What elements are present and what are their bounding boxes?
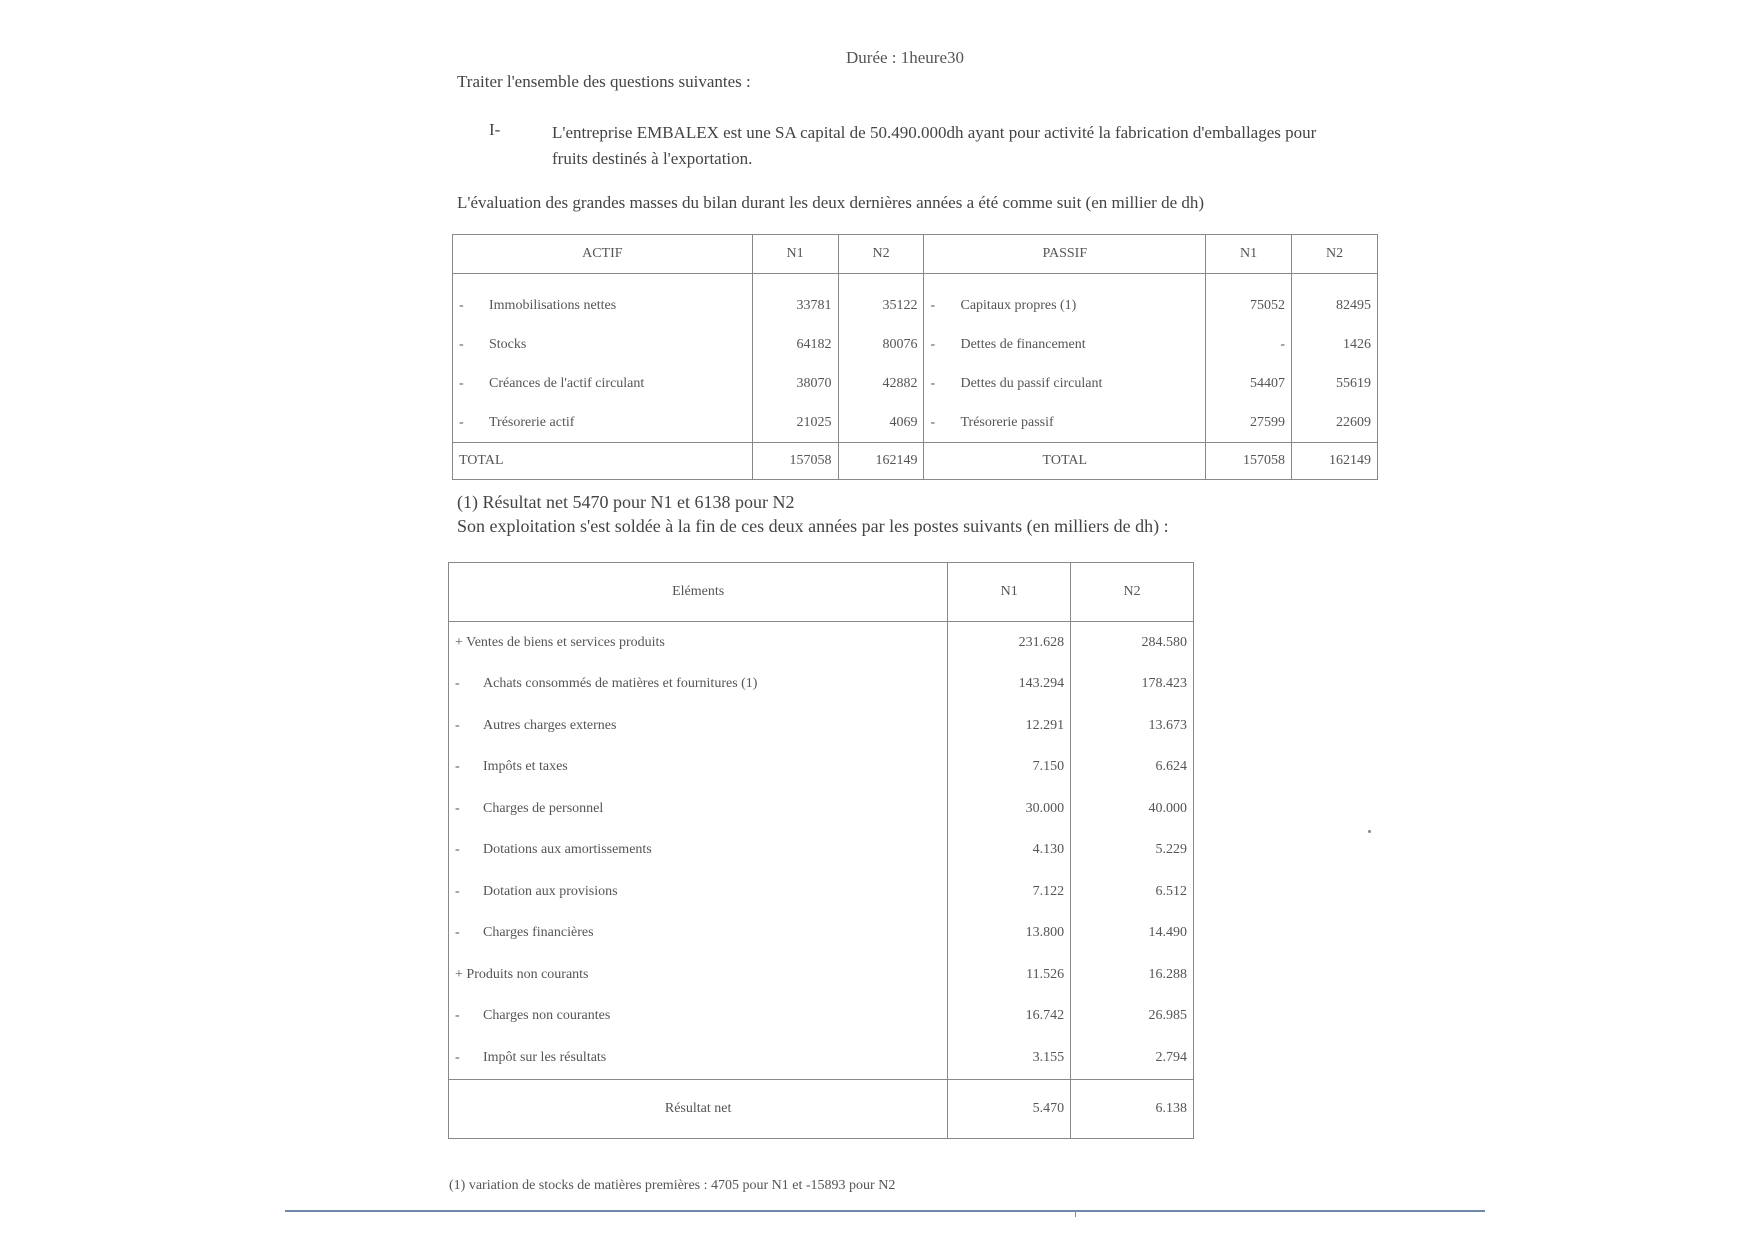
value-n1: 3.155 [948,1037,1071,1079]
value-n1: 143.294 [948,664,1071,706]
actif-label: Immobilisations nettes [489,297,617,313]
table-row: - Charges non courantes 16.742 26.985 [449,996,1194,1038]
element-label: Autres charges externes [483,717,617,733]
result-row [449,1079,1194,1138]
total-actif-n1: 157058 [752,443,838,480]
total-passif-label: TOTAL [924,443,1206,480]
passif-n1: 54407 [1206,364,1292,403]
passif-n1: 75052 [1206,274,1292,326]
col-n1: N1 [752,235,838,274]
value-n2: 6.512 [1071,871,1194,913]
question-number: I- [489,120,501,139]
scan-speck [1368,830,1371,833]
passif-n2: 1426 [1292,325,1378,364]
result-n1: 5.470 [948,1079,1071,1138]
question-text: L'entreprise EMBALEX est une SA capital de 50.490.000dh ayant pour activité la fabrication d'emballages pour fruits destinés à l'exportation. [552,123,1317,168]
table-row: - Trésorerie actif 21025 4069 - Trésorerie passif 27599 22609 [453,403,1378,443]
table-row: + Produits non courants 11.526 16.288 [449,954,1194,996]
table-row: - Charges de personnel 30.000 40.000 [449,788,1194,830]
table-row: - Charges financières 13.800 14.490 [449,913,1194,955]
total-label: TOTAL [453,443,753,480]
passif-label: Dettes du passif circulant [960,375,1103,391]
table-row: - Immobilisations nettes 33781 35122 - Capitaux propres (1) 75052 82495 [453,274,1378,326]
element-label: Produits non courants [466,966,589,982]
value-n2: 14.490 [1071,913,1194,955]
element-label: Charges de personnel [483,800,604,816]
actif-label: Créances de l'actif circulant [489,375,645,391]
duration: Durée : 1heure30 [846,48,965,67]
passif-label: Trésorerie passif [960,414,1054,430]
actif-label: Trésorerie actif [489,414,575,430]
col-elements: Eléments [449,563,948,622]
footnote-stocks: (1) variation de stocks de matières premières : 4705 pour N1 et -15893 pour N2 [449,1178,896,1193]
table-row: - Autres charges externes 12.291 13.673 [449,705,1194,747]
exploitation-text: Son exploitation s'est soldée à la fin de ces deux années par les postes suivants (en milliers de dh) : [457,516,1169,536]
value-n2: 26.985 [1071,996,1194,1038]
passif-n1: - [1206,325,1292,364]
table-row: - Impôt sur les résultats 3.155 2.794 [449,1037,1194,1079]
value-n2: 13.673 [1071,705,1194,747]
evaluation-text: L'évaluation des grandes masses du bilan durant les deux dernières années a été comme suit (en millier de dh) [457,193,1205,212]
actif-n2: 35122 [838,274,924,326]
value-n1: 7.150 [948,747,1071,789]
passif-n2: 82495 [1292,274,1378,326]
table-row: - Dotations aux amortissements 4.130 5.229 [449,830,1194,872]
col-n2: N2 [838,235,924,274]
table-row: + Ventes de biens et services produits 231.628 284.580 [449,622,1194,664]
element-label: Dotation aux provisions [483,883,618,899]
actif-label: Stocks [489,336,527,352]
footnote-resultat: (1) Résultat net 5470 pour N1 et 6138 pour N2 [457,492,795,512]
value-n1: 12.291 [948,705,1071,747]
col-passif: PASSIF [924,235,1206,274]
divider-tick [1075,1210,1076,1217]
value-n2: 178.423 [1071,664,1194,706]
balance-sheet-table [452,234,1378,480]
result-label: Résultat net [449,1079,948,1138]
value-n2: 6.624 [1071,747,1194,789]
table-row: - Créances de l'actif circulant 38070 42882 - Dettes du passif circulant 54407 55619 [453,364,1378,403]
actif-n1: 38070 [752,364,838,403]
col-actif: ACTIF [453,235,753,274]
element-label: Ventes de biens et services produits [466,634,665,650]
actif-n1: 33781 [752,274,838,326]
table-row: - Impôts et taxes 7.150 6.624 [449,747,1194,789]
table-row: - Achats consommés de matières et fournitures (1) 143.294 178.423 [449,664,1194,706]
col-n1: N1 [948,563,1071,622]
value-n1: 16.742 [948,996,1071,1038]
actif-n1: 21025 [752,403,838,443]
value-n2: 2.794 [1071,1037,1194,1079]
value-n1: 13.800 [948,913,1071,955]
income-statement-table [448,562,1194,1139]
value-n1: 4.130 [948,830,1071,872]
passif-label: Dettes de financement [960,336,1086,352]
element-label: Impôt sur les résultats [483,1049,607,1065]
instructions: Traiter l'ensemble des questions suivantes : [457,72,751,91]
total-passif-n2: 162149 [1292,443,1378,480]
page-divider [285,1210,1485,1212]
table-row: - Dotation aux provisions 7.122 6.512 [449,871,1194,913]
passif-n1: 27599 [1206,403,1292,443]
table-header-row [449,563,1194,622]
total-passif-n1: 157058 [1206,443,1292,480]
value-n1: 11.526 [948,954,1071,996]
value-n2: 284.580 [1071,622,1194,664]
col-passif-n2: N2 [1292,235,1378,274]
actif-n2: 80076 [838,325,924,364]
value-n2: 16.288 [1071,954,1194,996]
passif-label: Capitaux propres (1) [960,297,1077,313]
value-n1: 231.628 [948,622,1071,664]
actif-n2: 42882 [838,364,924,403]
result-n2: 6.138 [1071,1079,1194,1138]
actif-n2: 4069 [838,403,924,443]
col-n2: N2 [1071,563,1194,622]
actif-n1: 64182 [752,325,838,364]
total-actif-n2: 162149 [838,443,924,480]
passif-n2: 55619 [1292,364,1378,403]
element-label: Achats consommés de matières et fournitures (1) [483,676,758,692]
element-label: Impôts et taxes [483,759,568,775]
value-n2: 5.229 [1071,830,1194,872]
table-row: - Stocks 64182 80076 - Dettes de financement - 1426 [453,325,1378,364]
element-label: Dotations aux amortissements [483,842,652,858]
element-label: Charges non courantes [483,1008,611,1024]
total-row [453,443,1378,480]
value-n1: 7.122 [948,871,1071,913]
element-label: Charges financières [483,925,594,941]
value-n1: 30.000 [948,788,1071,830]
value-n2: 40.000 [1071,788,1194,830]
passif-n2: 22609 [1292,403,1378,443]
table-header-row [453,235,1378,274]
col-passif-n1: N1 [1206,235,1292,274]
